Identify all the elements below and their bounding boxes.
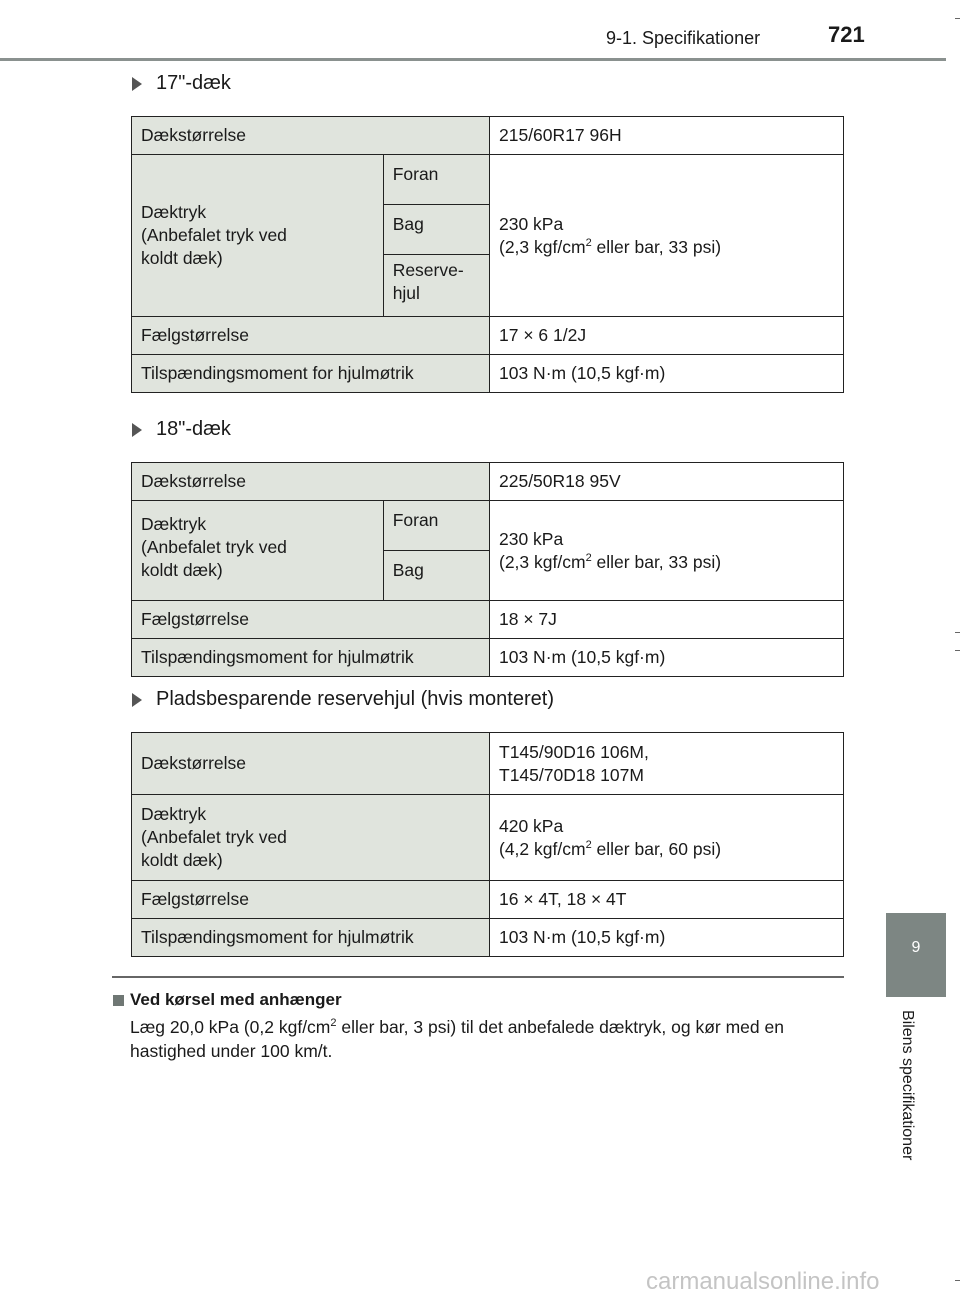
chapter-tab	[886, 913, 946, 997]
rim-size-label: Fælgstørrelse	[132, 317, 490, 355]
watermark: carmanualsonline.info	[646, 1268, 880, 1295]
pressure-spare-label: Reserve- hjul	[383, 255, 489, 317]
chapter-number: 9	[911, 939, 921, 956]
pressure-value: 420 kPa (4,2 kgf/$cm^2$ eller bar, 60 psi)	[490, 795, 844, 881]
pressure-value: 230 kPa (2,3 kgf/$cm^2$ eller bar, 33 psi)	[490, 155, 844, 317]
tire-size-value: 225/50R18 95V	[490, 463, 844, 501]
torque-value: 103 N·m (10,5 kgf·m)	[490, 639, 844, 677]
rim-size-label: Fælgstørrelse	[132, 881, 490, 919]
table-row	[132, 317, 844, 355]
rim-size-value: 18 × 7J	[490, 601, 844, 639]
tire-size-value: T145/90D16 106M, T145/70D18 107M	[490, 733, 844, 795]
table-row	[132, 117, 844, 155]
table-row	[132, 881, 844, 919]
rim-size-value: 17 × 6 1/2J	[490, 317, 844, 355]
section-heading-18	[128, 418, 231, 441]
square-bullet-icon	[113, 995, 124, 1006]
pressure-front-label: Foran	[383, 501, 489, 551]
crop-mark	[955, 632, 960, 633]
tire-size-label: Dækstørrelse	[132, 117, 490, 155]
crop-mark	[955, 650, 960, 651]
arrow-right-icon	[132, 423, 142, 437]
tire-size-label: Dækstørrelse	[132, 463, 490, 501]
spec-table-18	[131, 462, 844, 677]
chapter-label: Bilens specifikationer	[899, 1010, 916, 1161]
pressure-label: Dæktryk (Anbefalet tryk ved koldt dæk)	[132, 795, 490, 881]
table-row	[132, 795, 844, 881]
pressure-label: Dæktryk (Anbefalet tryk ved koldt dæk)	[132, 501, 384, 601]
heading-text: Pladsbesparende reservehjul (hvis monteret)	[156, 688, 554, 710]
heading-text: 17"-dæk	[156, 72, 231, 94]
arrow-right-icon	[132, 693, 142, 707]
crop-mark	[955, 18, 960, 19]
pressure-rear-label: Bag	[383, 205, 489, 255]
pressure-rear-label: Bag	[383, 551, 489, 601]
note-heading-text: Ved kørsel med anhænger	[130, 990, 342, 1009]
heading-text: 18"-dæk	[156, 418, 231, 440]
table-row	[132, 601, 844, 639]
section-heading-17	[128, 72, 231, 95]
torque-label: Tilspændingsmoment for hjulmøtrik	[132, 639, 490, 677]
torque-label: Tilspændingsmoment for hjulmøtrik	[132, 355, 490, 393]
pressure-label: Dæktryk (Anbefalet tryk ved koldt dæk)	[132, 155, 384, 317]
tire-size-label: Dækstørrelse	[132, 733, 490, 795]
torque-value: 103 N·m (10,5 kgf·m)	[490, 355, 844, 393]
header-rule	[0, 58, 946, 61]
section-title: 9-1. Specifikationer	[606, 28, 761, 48]
table-row	[132, 733, 844, 795]
spec-table-spare	[131, 732, 844, 957]
page-number: 721	[828, 22, 865, 47]
torque-value: 103 N·m (10,5 kgf·m)	[490, 919, 844, 957]
table-row	[132, 919, 844, 957]
pressure-front-label: Foran	[383, 155, 489, 205]
table-row	[132, 355, 844, 393]
spec-table-17	[131, 116, 844, 393]
table-row	[132, 501, 844, 551]
section-heading-spare	[128, 688, 554, 711]
section-divider	[112, 976, 844, 978]
torque-label: Tilspændingsmoment for hjulmøtrik	[132, 919, 490, 957]
note-heading	[113, 990, 342, 1010]
crop-mark	[955, 1280, 960, 1281]
table-row	[132, 463, 844, 501]
note-text: Læg 20,0 kPa (0,2 kgf/$cm^2$ eller bar, 3 psi) til det anbefalede dæktryk, og kør med en hastighed under 100 km/t.	[130, 1017, 784, 1061]
table-row	[132, 155, 844, 205]
table-row	[132, 639, 844, 677]
rim-size-value: 16 × 4T, 18 × 4T	[490, 881, 844, 919]
tire-size-value: 215/60R17 96H	[490, 117, 844, 155]
pressure-value: 230 kPa (2,3 kgf/$cm^2$ eller bar, 33 psi)	[490, 501, 844, 601]
rim-size-label: Fælgstørrelse	[132, 601, 490, 639]
arrow-right-icon	[132, 77, 142, 91]
